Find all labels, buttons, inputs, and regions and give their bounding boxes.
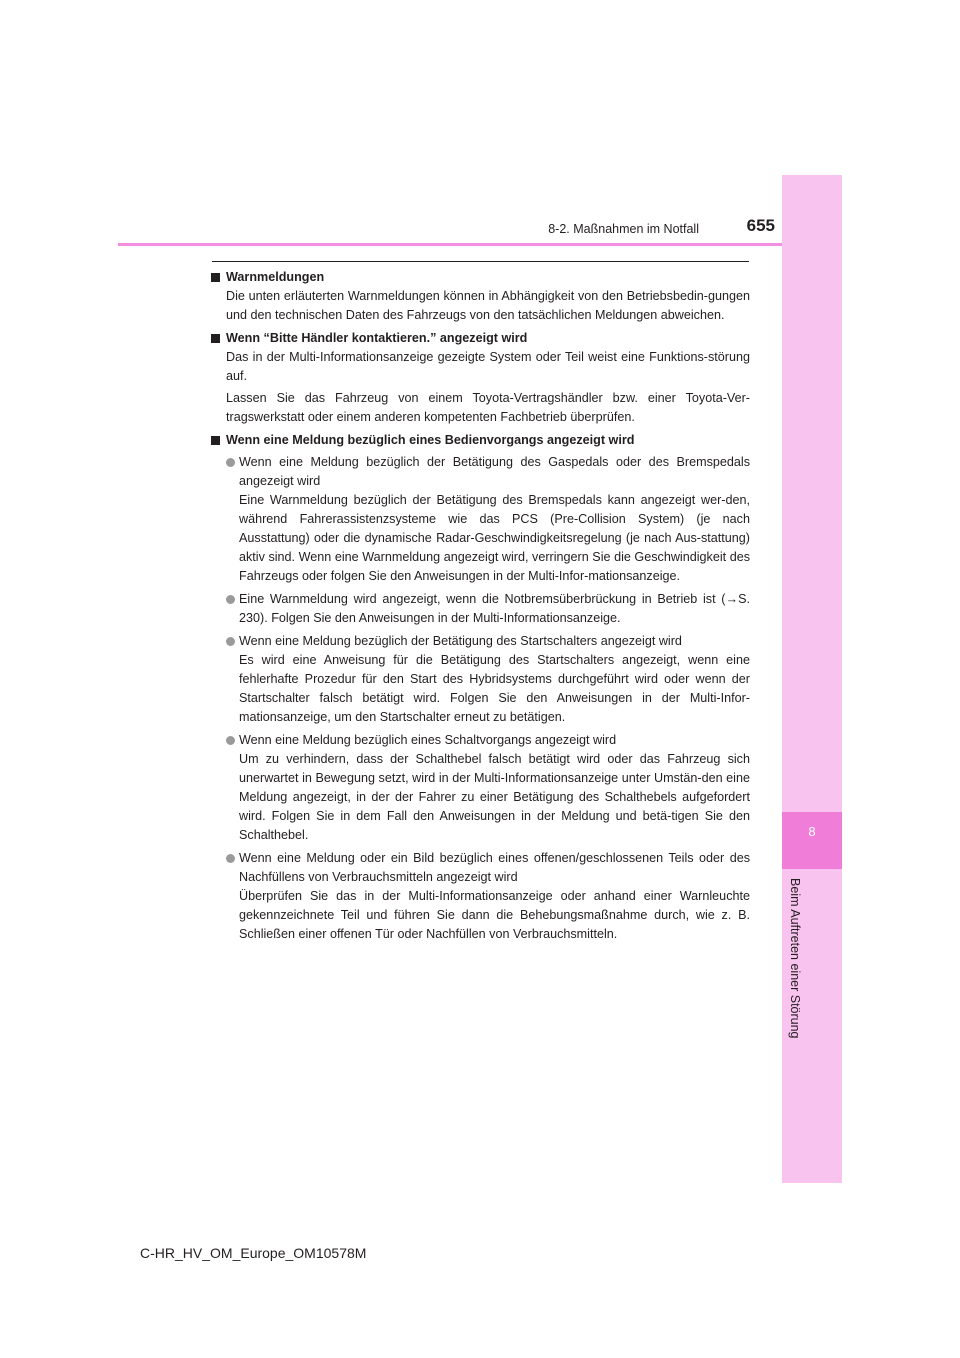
paragraph: Die unten erläuterten Warnmeldungen können in Abhängigkeit von den Betriebsbedin-gungen und den technischen Daten des Fahrzeugs von den tatsächlichen Meldungen abweichen. [226, 289, 750, 322]
bullet-dot-icon [226, 458, 235, 467]
chapter-tab-active[interactable] [782, 812, 842, 869]
section-bedienvorgang [211, 431, 750, 944]
section-heading: Wenn eine Meldung bezüglich eines Bedienvorgangs angezeigt wird [211, 431, 750, 450]
bullet-dot-icon [226, 854, 235, 863]
bullet-text: Es wird eine Anweisung für die Betätigung des Startschalters angezeigt, wenn eine fehlerhafte Prozedur für den Start des Hybridsystems durchgeführt wird oder wenn der Startschalter falsch betätigt wird. Folgen Sie den Anweisungen in der Multi-Infor-mationsanzeige, um den Startschalter erneut zu betätigen. [239, 653, 750, 724]
section-haendler [211, 329, 750, 427]
section-title: 8-2. Maßnahmen im Notfall [548, 222, 699, 236]
bullet-text: Eine Warnmeldung bezüglich der Betätigung des Bremspedals kann angezeigt wer-den, während Fahrerassistenzsysteme wie das PCS (Pre-Collision System) (je nach Ausstattung) oder die dynamische Radar-Geschwindigkeitsregelung (je nach Aus-stattung) aktiv sind. Wenn eine Warnmeldung angezeigt wird, verringern Sie die Geschwindigkeit des Fahrzeugs oder folgen Sie den Anweisungen in der Multi-Infor-mationsanzeige. [239, 493, 750, 583]
bullet-lead: Wenn eine Meldung oder ein Bild bezüglich eines offenen/geschlossenen Teils oder des Nachfüllens von Verbrauchsmitteln angezeigt wird [239, 851, 750, 884]
section-warnmeldungen [211, 268, 750, 325]
chapter-title: Beim Auftreten einer Störung [788, 878, 802, 1039]
bullet-dot-icon [226, 736, 235, 745]
bullet-text: Überprüfen Sie das in der Multi-Informationsanzeige oder anhand einer Warnleuchte gekennzeichnete Teil und führen Sie dann die Behebungsmaßnahme durch, wie z. B. Schließen einer offenen Tür oder Nachfüllen von Verbrauchsmitteln. [239, 889, 750, 941]
chapter-title-wrapper [780, 878, 810, 1058]
list-item [211, 849, 750, 944]
content-top-rule [212, 261, 749, 262]
header-rule [118, 243, 782, 246]
list-item [211, 731, 750, 845]
bullet-dot-icon [226, 595, 235, 604]
bullet-lead: Wenn eine Meldung bezüglich der Betätigung des Gaspedals oder des Bremspedals angezeigt wird [239, 455, 750, 488]
paragraph: Lassen Sie das Fahrzeug von einem Toyota-Vertragshändler bzw. einer Toyota-Ver-tragswerkstatt oder einem anderen kompetenten Fachbetrieb überprüfen. [226, 391, 750, 424]
section-heading: Wenn “Bitte Händler kontaktieren.” angezeigt wird [211, 329, 750, 348]
bullet-lead: Wenn eine Meldung bezüglich der Betätigung des Startschalters angezeigt wird [239, 634, 682, 648]
content [211, 268, 750, 948]
list-item [211, 590, 750, 628]
section-heading: Warnmeldungen [211, 268, 750, 287]
paragraph: Das in der Multi-Informationsanzeige gezeigte System oder Teil weist eine Funktions-störung auf. [226, 350, 750, 383]
bullet-text: Eine Warnmeldung wird angezeigt, wenn die Notbremsüberbrückung in Betrieb ist (→S. 230). Folgen Sie den Anweisungen in der Multi-Informationsanzeige. [239, 592, 750, 625]
list-item [211, 453, 750, 586]
bullet-dot-icon [226, 637, 235, 646]
list-item [211, 632, 750, 727]
footer-doc-id: C-HR_HV_OM_Europe_OM10578M [140, 1245, 367, 1261]
page-number: 655 [746, 216, 775, 235]
chapter-number: 8 [808, 824, 816, 839]
bullet-lead: Wenn eine Meldung bezüglich eines Schaltvorgangs angezeigt wird [239, 733, 617, 747]
bullet-text: Um zu verhindern, dass der Schalthebel falsch betätigt wird oder das Fahrzeug sich unerwartet in Bewegung setzt, wird in der Multi-Informationsanzeige unter Umstän-den eine Meldung angezeigt, in der der Fahrer zu einer Betätigung des Schalthebels aufgefordert wird. Folgen Sie in dem Fall den Anweisungen in der Meldung und betä-tigen Sie den Schalthebel. [239, 752, 750, 842]
